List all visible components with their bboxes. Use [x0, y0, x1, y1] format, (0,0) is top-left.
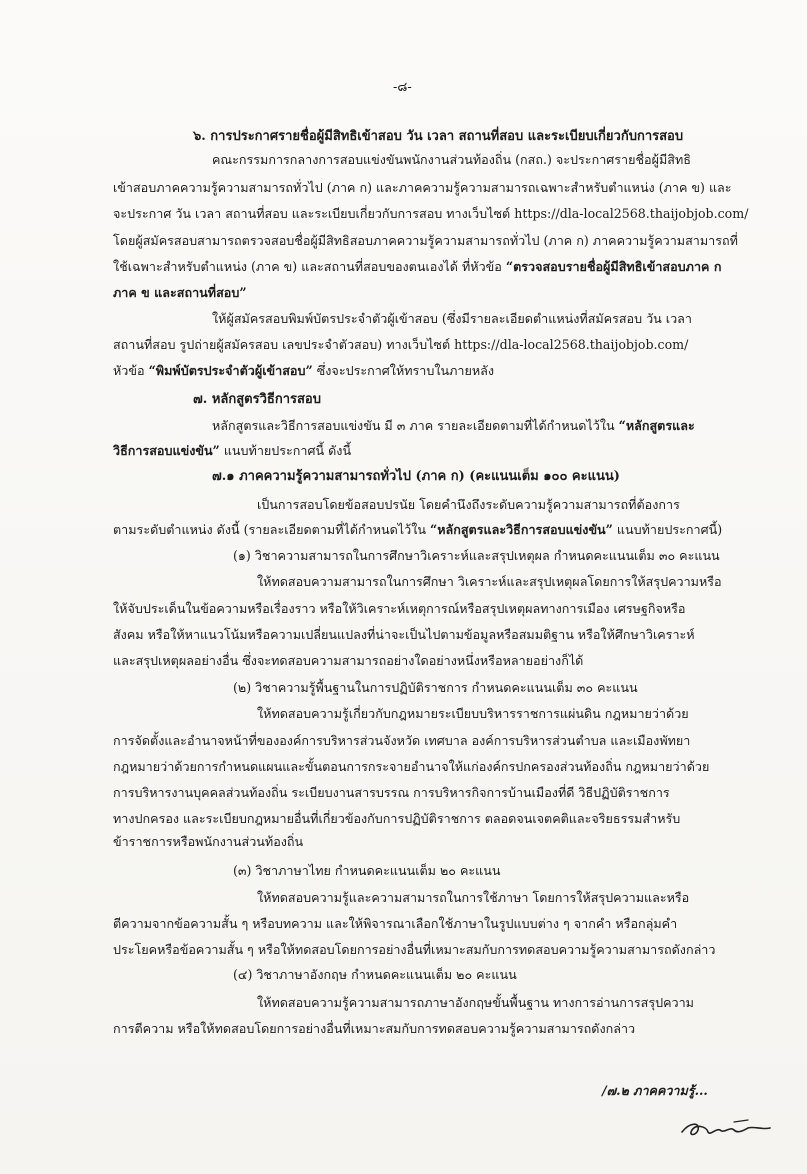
paragraph-line: ทางปกครอง และระเบียบกฎหมายอื่นที่เกี่ยวข้องกับการปฏิบัติราชการ ตลอดจนเจตคติและจริยธรรมสำหรับ [113, 811, 681, 826]
text-run: ตามระดับตำแหน่ง ดังนี้ (รายละเอียดตามที่ได้กำหนดไว้ใน [113, 522, 430, 537]
paragraph-line: ตีความจากข้อความสั้น ๆ หรือบทความ และให้พิจารณาเลือกใช้ภาษาในรูปแบบต่าง ๆ จากคำ หรือกลุ่มคำ [113, 916, 678, 931]
paragraph-line: คณะกรรมการกลางการสอบแข่งขันพนักงานส่วนท้องถิ่น (กสถ.) จะประกาศรายชื่อผู้มีสิทธิ [212, 152, 691, 167]
bold-text-run: “พิมพ์บัตรประจำตัวผู้เข้าสอบ” [148, 363, 313, 378]
paragraph-line: จะประกาศ วัน เวลา สถานที่สอบ และระเบียบเกี่ยวกับการสอบ ทางเว็บไซต์ https://dla-local2568.thaijobjob.com/ [113, 206, 749, 221]
paragraph-line: โดยผู้สมัครสอบสามารถตรวจสอบชื่อผู้มีสิทธิสอบภาคความรู้ความสามารถทั่วไป (ภาค ก) ภาคความรู้ความสามารถที่ [113, 233, 738, 248]
continued-marker: /๗.๒ ภาคความรู้... [602, 1083, 708, 1098]
paragraph-line: สังคม หรือให้หาแนวโน้มหรือความเปลี่ยนแปลงที่น่าจะเป็นไปตามข้อมูลหรือสมมติฐาน หรือให้ศึกษาวิเคราะห์ [113, 627, 695, 642]
subject-1-heading: (๑) วิชาความสามารถในการศึกษาวิเคราะห์และสรุปเหตุผล กำหนดคะแนนเต็ม ๓๐ คะแนน [233, 548, 720, 563]
subject-3-heading: (๓) วิชาภาษาไทย กำหนดคะแนนเต็ม ๒๐ คะแนน [233, 863, 501, 878]
paragraph-line: ภาค ข และสถานที่สอบ” [113, 285, 247, 300]
paragraph-line: การตีความ หรือให้ทดสอบโดยการอย่างอื่นที่เหมาะสมกับการทดสอบความรู้ความสามารถดังกล่าว [113, 1021, 636, 1036]
text-run: ซึ่งจะประกาศให้ทราบในภายหลัง [312, 363, 495, 378]
paragraph-line: ให้ทดสอบความสามารถในการศึกษา วิเคราะห์และสรุปเหตุผลโดยการให้สรุปความหรือ [257, 574, 722, 589]
text-run: หัวข้อ [113, 363, 149, 378]
bold-text-run: “ตรวจสอบรายชื่อผู้มีสิทธิเข้าสอบภาค ก [505, 259, 722, 274]
paragraph-line: เป็นการสอบโดยข้อสอบปรนัย โดยคำนึงถึงระดับความรู้ความสามารถที่ต้องการ [257, 497, 680, 512]
paragraph-line: ข้าราชการหรือพนักงานส่วนท้องถิ่น [113, 834, 304, 849]
signature-initials [676, 1108, 776, 1144]
page-number: -๘- [393, 80, 412, 95]
paragraph-line: ให้ผู้สมัครสอบพิมพ์บัตรประจำตัวผู้เข้าสอบ (ซึ่งมีรายละเอียดตำแหน่งที่สมัครสอบ วัน เวลา [212, 311, 692, 326]
text-run: แนบท้ายประกาศนี้ ดังนี้ [219, 443, 352, 458]
bold-text-run: “หลักสูตรและ [618, 418, 695, 433]
subject-2-heading: (๒) วิชาความรู้พื้นฐานในการปฏิบัติราชการ กำหนดคะแนนเต็ม ๓๐ คะแนน [233, 680, 638, 695]
text-run: หลักสูตรและวิธีการสอบแข่งขัน มี ๓ ภาค รายละเอียดตามที่ได้กำหนดไว้ใน [212, 418, 619, 433]
paragraph-line [113, 522, 722, 537]
paragraph-line: ให้ทดสอบความรู้และความสามารถในการใช้ภาษา โดยการให้สรุปความและหรือ [257, 890, 690, 905]
bold-text-run: “หลักสูตรและวิธีการสอบแข่งขัน” [429, 522, 613, 537]
text-run: ใช้เฉพาะสำหรับตำแหน่ง (ภาค ข) และสถานที่สอบของตนเองได้ ที่หัวข้อ [113, 259, 506, 274]
paragraph-line [212, 418, 695, 433]
paragraph-line: กฎหมายว่าด้วยการกำหนดแผนและขั้นตอนการกระจายอำนาจให้แก่องค์กรปกครองส่วนท้องถิ่น กฎหมายว่าด้วย [113, 759, 710, 774]
text-run: แนบท้ายประกาศนี้) [612, 522, 723, 537]
paragraph-line: ให้จับประเด็นในข้อความหรือเรื่องราว หรือให้วิเคราะห์เหตุการณ์หรือสรุปเหตุผลทางการเมือง เศรษฐกิจหรือ [113, 601, 686, 616]
subject-4-heading: (๔) วิชาภาษาอังกฤษ กำหนดคะแนนเต็ม ๒๐ คะแนน [233, 967, 517, 982]
section-7-heading: ๗. หลักสูตรวิธีการสอบ [193, 392, 321, 407]
paragraph-line: ให้ทดสอบความรู้ความสามารถภาษาอังกฤษขั้นพื้นฐาน ทางการอ่านการสรุปความ [257, 995, 694, 1010]
paragraph-line: การจัดตั้งและอำนาจหน้าที่ขององค์การบริหารส่วนจังหวัด เทศบาล องค์การบริหารส่วนตำบล และเมืองพัทยา [113, 733, 691, 748]
section-6-heading: ๖. การประกาศรายชื่อผู้มีสิทธิเข้าสอบ วัน เวลา สถานที่สอบ และระเบียบเกี่ยวกับการสอบ [193, 129, 684, 144]
paragraph-line: การบริหารงานบุคคลส่วนท้องถิ่น ระเบียบงานสารบรรณ การบริหารกิจการบ้านเมืองที่ดี วิธีปฏิบัติราชการ [113, 785, 670, 800]
paragraph-line [113, 259, 721, 274]
paragraph-line: ให้ทดสอบความรู้เกี่ยวกับกฎหมายระเบียบบริหารราชการแผ่นดิน กฎหมายว่าด้วย [257, 706, 689, 721]
bold-text-run: วิธีการสอบแข่งขัน” [113, 443, 220, 458]
paragraph-line [113, 363, 494, 378]
paragraph-line: ประโยคหรือข้อความสั้น ๆ หรือให้ทดสอบโดยการอย่างอื่นที่เหมาะสมกับการทดสอบความรู้ความสามารถดังกล่าว [113, 942, 716, 957]
paragraph-line: เข้าสอบภาคความรู้ความสามารถทั่วไป (ภาค ก) และภาคความรู้ความสามารถเฉพาะสำหรับตำแหน่ง (ภาค ข) และ [113, 180, 732, 195]
subsection-7-1-heading: ๗.๑ ภาคความรู้ความสามารถทั่วไป (ภาค ก) (คะแนนเต็ม ๑๐๐ คะแนน) [212, 469, 620, 484]
paragraph-line [113, 443, 351, 458]
paragraph-line: และสรุปเหตุผลอย่างอื่น ซึ่งจะทดสอบความสามารถอย่างใดอย่างหนึ่งหรือหลายอย่างก็ได้ [113, 653, 584, 668]
paragraph-line: สถานที่สอบ รูปถ่ายผู้สมัครสอบ เลขประจำตัวสอบ) ทางเว็บไซต์ https://dla-local2568.thaijobjob.com/ [113, 337, 689, 352]
